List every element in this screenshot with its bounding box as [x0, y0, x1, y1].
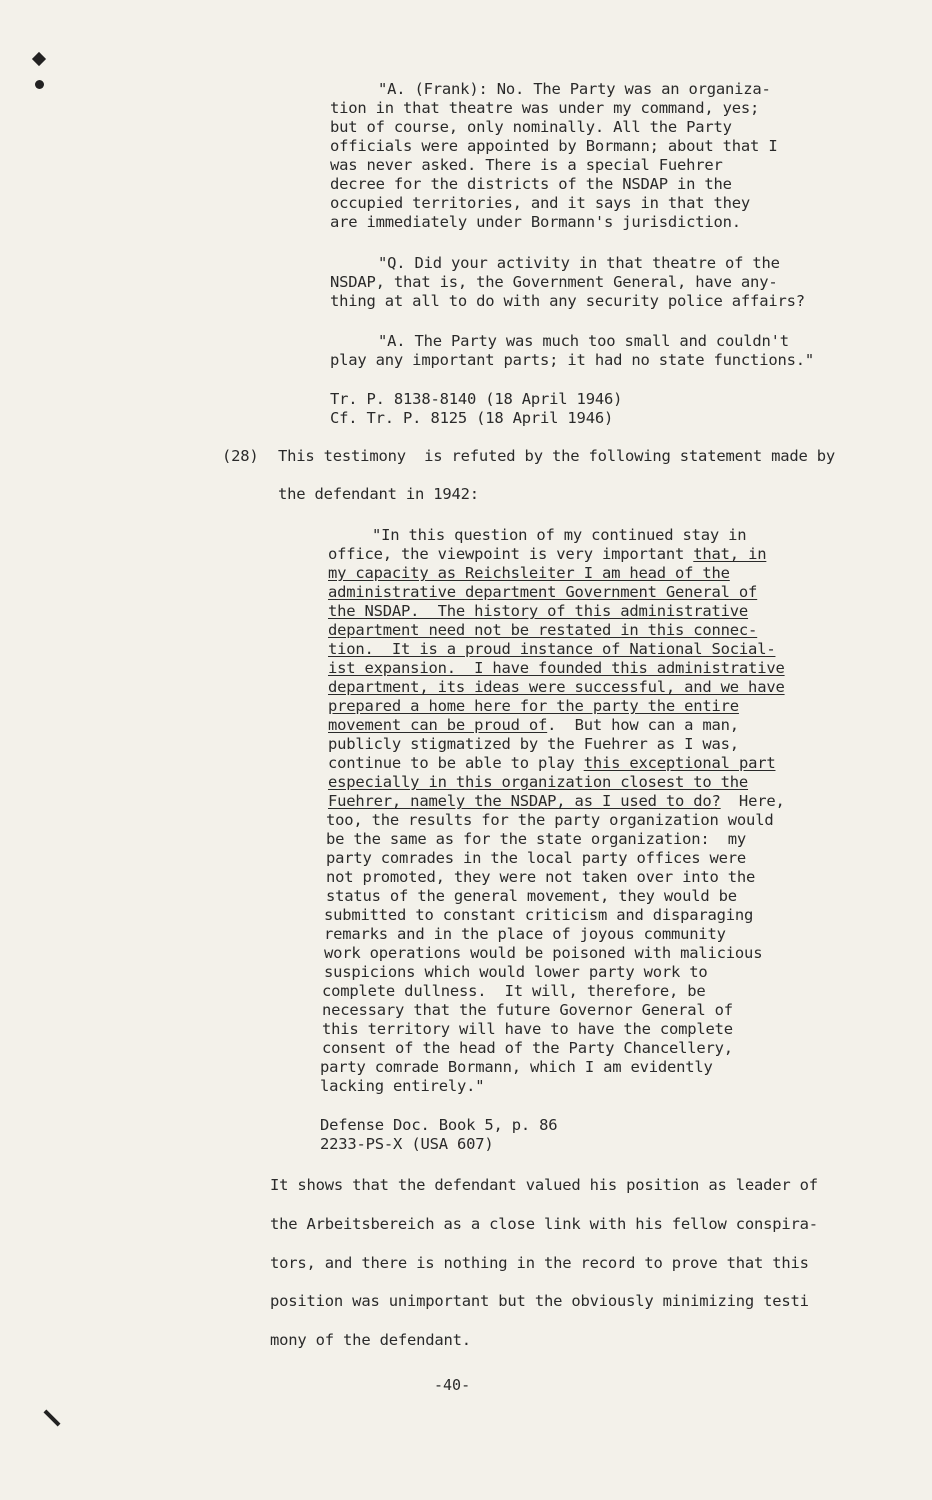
quote-underlined: the NSDAP. The history of this administrative — [328, 602, 749, 620]
quote-line — [328, 640, 775, 659]
quote-line — [328, 716, 739, 735]
quote-line: lacking entirely." — [320, 1077, 485, 1095]
quote-line: be the same as for the state organization: my — [326, 830, 747, 848]
quote-underlined: Fuehrer, namely the NSDAP, as I used to do? — [328, 792, 721, 810]
source-citation: Defense Doc. Book 5, p. 86 — [320, 1116, 558, 1134]
punch-mark-top-2 — [35, 80, 44, 89]
punch-mark-top — [32, 52, 46, 66]
quote-underlined: especially in this organization closest to the — [328, 773, 749, 791]
quote-line — [328, 792, 785, 811]
quote-underlined: department need not be restated in this connec- — [328, 621, 758, 639]
quote-line: party comrade Bormann, which I am evidently — [320, 1058, 713, 1076]
quote-line: publicly stigmatized by the Fuehrer as I was, — [328, 735, 739, 753]
quote-line — [328, 697, 739, 716]
quote-underlined: ist expansion. I have founded this administrative — [328, 659, 785, 677]
quote-line: suspicions which would lower party work to — [324, 963, 708, 981]
quote-line — [328, 583, 757, 602]
quote-line — [328, 545, 766, 564]
quote-text: office, the viewpoint is very important — [328, 545, 694, 563]
quote-underlined: department, its ideas were successful, and we have — [328, 678, 785, 696]
citation: Cf. Tr. P. 8125 (18 April 1946) — [330, 409, 614, 427]
punch-mark-bottom — [44, 1410, 61, 1427]
source-citation: 2233-PS-X (USA 607) — [320, 1135, 494, 1153]
answer-2-line: "A. The Party was much too small and couldn't — [378, 332, 789, 350]
quote-text: continue to be able to play — [328, 754, 584, 772]
quote-line — [328, 602, 748, 621]
quote-line: work operations would be poisoned with malicious — [324, 944, 763, 962]
answer-1-line: are immediately under Bormann's jurisdiction. — [330, 213, 741, 231]
page-number: -40- — [434, 1376, 471, 1394]
answer-1-line: but of course, only nominally. All the Party — [330, 118, 732, 136]
quote-underlined: that, in — [693, 545, 767, 563]
conclusion-line: mony of the defendant. — [270, 1331, 471, 1349]
quote-text: Here, — [720, 792, 785, 810]
question-line: "Q. Did your activity in that theatre of the — [378, 254, 780, 272]
answer-2-line: play any important parts; it had no state functions." — [330, 351, 814, 369]
quote-underlined: movement can be proud of — [328, 716, 548, 734]
answer-1-line: occupied territories, and it says in that they — [330, 194, 751, 212]
quote-line: consent of the head of the Party Chancellery, — [322, 1039, 733, 1057]
quote-underlined: tion. It is a proud instance of National Social- — [328, 640, 776, 658]
quote-line — [328, 659, 785, 678]
quote-line: complete dullness. It will, therefore, be — [322, 982, 706, 1000]
conclusion-line: the Arbeitsbereich as a close link with his fellow conspira- — [270, 1215, 818, 1233]
quote-underlined: administrative department Government General of — [328, 583, 758, 601]
quote-line: "In this question of my continued stay in — [372, 526, 747, 544]
conclusion-line: tors, and there is nothing in the record to prove that this — [270, 1254, 809, 1272]
quote-line: submitted to constant criticism and disparaging — [324, 906, 754, 924]
answer-1-line: was never asked. There is a special Fuehrer — [330, 156, 723, 174]
quote-line — [328, 621, 757, 640]
quote-line — [328, 754, 775, 773]
quote-line: necessary that the future Governor General of — [322, 1001, 733, 1019]
paragraph-line: This testimony is refuted by the following statement made by — [278, 447, 836, 465]
paragraph-number: (28) — [222, 447, 259, 465]
conclusion-line: It shows that the defendant valued his position as leader of — [270, 1176, 818, 1194]
quote-line: party comrades in the local party offices were — [326, 849, 747, 867]
citation: Tr. P. 8138-8140 (18 April 1946) — [330, 390, 623, 408]
quote-line: this territory will have to have the complete — [322, 1020, 733, 1038]
paragraph-line: the defendant in 1942: — [278, 485, 479, 503]
quote-line: not promoted, they were not taken over into the — [326, 868, 756, 886]
answer-1-line: tion in that theatre was under my command, yes; — [330, 99, 760, 117]
quote-line: too, the results for the party organization would — [326, 811, 774, 829]
quote-line — [328, 564, 730, 583]
answer-1-line: decree for the districts of the NSDAP in the — [330, 175, 732, 193]
quote-underlined: this exceptional part — [583, 754, 776, 772]
quote-line — [328, 773, 748, 792]
quote-underlined: prepared a home here for the party the entire — [328, 697, 739, 715]
answer-1-line: "A. (Frank): No. The Party was an organiza- — [378, 80, 771, 98]
answer-1-line: officials were appointed by Bormann; about that I — [330, 137, 778, 155]
quote-line: status of the general movement, they would be — [326, 887, 737, 905]
conclusion-line: position was unimportant but the obviously minimizing testi — [270, 1292, 809, 1310]
question-line: thing at all to do with any security police affairs? — [330, 292, 805, 310]
question-line: NSDAP, that is, the Government General, have any- — [330, 273, 778, 291]
quote-underlined: my capacity as Reichsleiter I am head of the — [328, 564, 730, 582]
quote-text: . But how can a man, — [547, 716, 739, 734]
quote-line — [328, 678, 785, 697]
quote-line: remarks and in the place of joyous community — [324, 925, 726, 943]
